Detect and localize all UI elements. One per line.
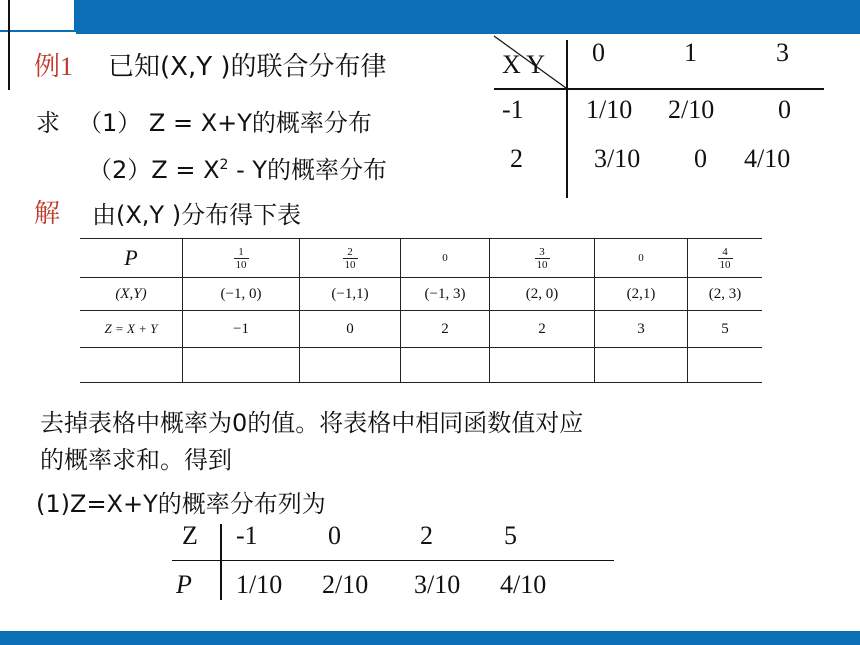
fraction-numerator: 1 bbox=[234, 246, 249, 259]
result-z-label: Z bbox=[182, 521, 198, 550]
fraction bbox=[718, 246, 733, 271]
empty-cell bbox=[183, 348, 300, 383]
result-vertical-rule bbox=[220, 524, 222, 600]
row-label-p: P bbox=[80, 239, 183, 278]
solution-text: 由(X,Y )分布得下表 bbox=[92, 201, 302, 229]
z-cell: −1 bbox=[183, 311, 300, 348]
task-1: （1） Z = X+Y的概率分布 bbox=[78, 109, 372, 137]
empty-cell bbox=[401, 348, 490, 383]
empty-cell bbox=[595, 348, 688, 383]
prob-cell: 0 bbox=[595, 239, 688, 278]
result-z-value: 0 bbox=[328, 521, 341, 550]
z-cell: 2 bbox=[490, 311, 595, 348]
pair-cell: (−1, 0) bbox=[183, 278, 300, 311]
result-p-value: 3/10 bbox=[414, 570, 461, 599]
result-p-value: 2/10 bbox=[322, 570, 369, 599]
result-z-value: 5 bbox=[504, 521, 517, 550]
prob-cell bbox=[183, 239, 300, 278]
table-row-pairs bbox=[80, 278, 762, 311]
joint-table-x-row1: -1 bbox=[502, 95, 524, 124]
note-line-1: 去掉表格中概率为0的值。将表格中相同函数值对应 bbox=[40, 409, 584, 437]
joint-table-cell: 0 bbox=[778, 95, 791, 124]
fraction-numerator: 4 bbox=[718, 246, 733, 259]
prob-cell: 0 bbox=[401, 239, 490, 278]
fraction-numerator: 3 bbox=[535, 246, 550, 259]
result-p-label: P bbox=[176, 570, 192, 599]
joint-table-cell: 3/10 bbox=[594, 144, 641, 173]
z-cell: 2 bbox=[401, 311, 490, 348]
joint-table-y-3: 3 bbox=[776, 38, 789, 67]
ask-label: 求 bbox=[36, 109, 60, 137]
fraction-numerator: 2 bbox=[343, 246, 358, 259]
z-cell: 0 bbox=[300, 311, 401, 348]
pair-cell: (−1, 3) bbox=[401, 278, 490, 311]
example-label: 例1 bbox=[34, 52, 74, 81]
result-title: (1)Z=X+Y的概率分布列为 bbox=[36, 490, 326, 518]
table-row-probability bbox=[80, 239, 762, 278]
prob-cell bbox=[300, 239, 401, 278]
fraction bbox=[535, 246, 550, 271]
task-2-suffix: - Y的概率分布 bbox=[228, 156, 388, 184]
joint-table-corner: X Y bbox=[502, 50, 546, 79]
fraction-denominator: 10 bbox=[235, 258, 247, 271]
left-rule bbox=[8, 0, 10, 90]
joint-table-cell: 0 bbox=[694, 144, 707, 173]
result-z-value: 2 bbox=[420, 521, 433, 550]
joint-table-cell: 4/10 bbox=[744, 144, 791, 173]
fraction-denominator: 10 bbox=[344, 258, 356, 271]
fraction bbox=[234, 246, 249, 271]
joint-table-x-row2: 2 bbox=[510, 144, 523, 173]
pair-cell: (2, 0) bbox=[490, 278, 595, 311]
result-z-value: -1 bbox=[236, 521, 258, 550]
joint-table-y-0: 0 bbox=[592, 38, 605, 67]
pair-cell: (2,1) bbox=[595, 278, 688, 311]
empty-cell bbox=[490, 348, 595, 383]
row-label-xy: (X,Y) bbox=[80, 278, 183, 311]
expanded-distribution-table bbox=[80, 238, 762, 383]
task-2 bbox=[88, 150, 387, 185]
given-statement: 已知(X,Y )的联合分布律 bbox=[108, 52, 387, 82]
table-row-empty bbox=[80, 348, 762, 383]
joint-table-cell: 2/10 bbox=[668, 95, 715, 124]
note-line-2: 的概率求和。得到 bbox=[40, 446, 232, 474]
pair-cell: (−1,1) bbox=[300, 278, 401, 311]
z-cell: 3 bbox=[595, 311, 688, 348]
table-row-z bbox=[80, 311, 762, 348]
fraction-denominator: 10 bbox=[536, 258, 548, 271]
fraction-denominator: 10 bbox=[719, 258, 731, 271]
pair-cell: (2, 3) bbox=[688, 278, 763, 311]
result-horizontal-rule bbox=[172, 560, 614, 561]
empty-cell bbox=[80, 348, 183, 383]
prob-cell bbox=[490, 239, 595, 278]
joint-table-y-1: 1 bbox=[684, 38, 697, 67]
result-p-value: 4/10 bbox=[500, 570, 547, 599]
task-2-prefix: （2）Z = X bbox=[88, 156, 220, 184]
bottom-banner bbox=[0, 631, 860, 645]
top-banner bbox=[0, 0, 860, 34]
top-banner-notch bbox=[0, 0, 76, 34]
task-2-superscript: 2 bbox=[219, 157, 229, 173]
empty-cell bbox=[688, 348, 763, 383]
prob-cell bbox=[688, 239, 763, 278]
joint-table-cell: 1/10 bbox=[586, 95, 633, 124]
row-label-z: Z = X + Y bbox=[80, 311, 183, 348]
solution-label: 解 bbox=[34, 199, 61, 229]
z-cell: 5 bbox=[688, 311, 763, 348]
fraction bbox=[343, 246, 358, 271]
empty-cell bbox=[300, 348, 401, 383]
result-p-value: 1/10 bbox=[236, 570, 283, 599]
